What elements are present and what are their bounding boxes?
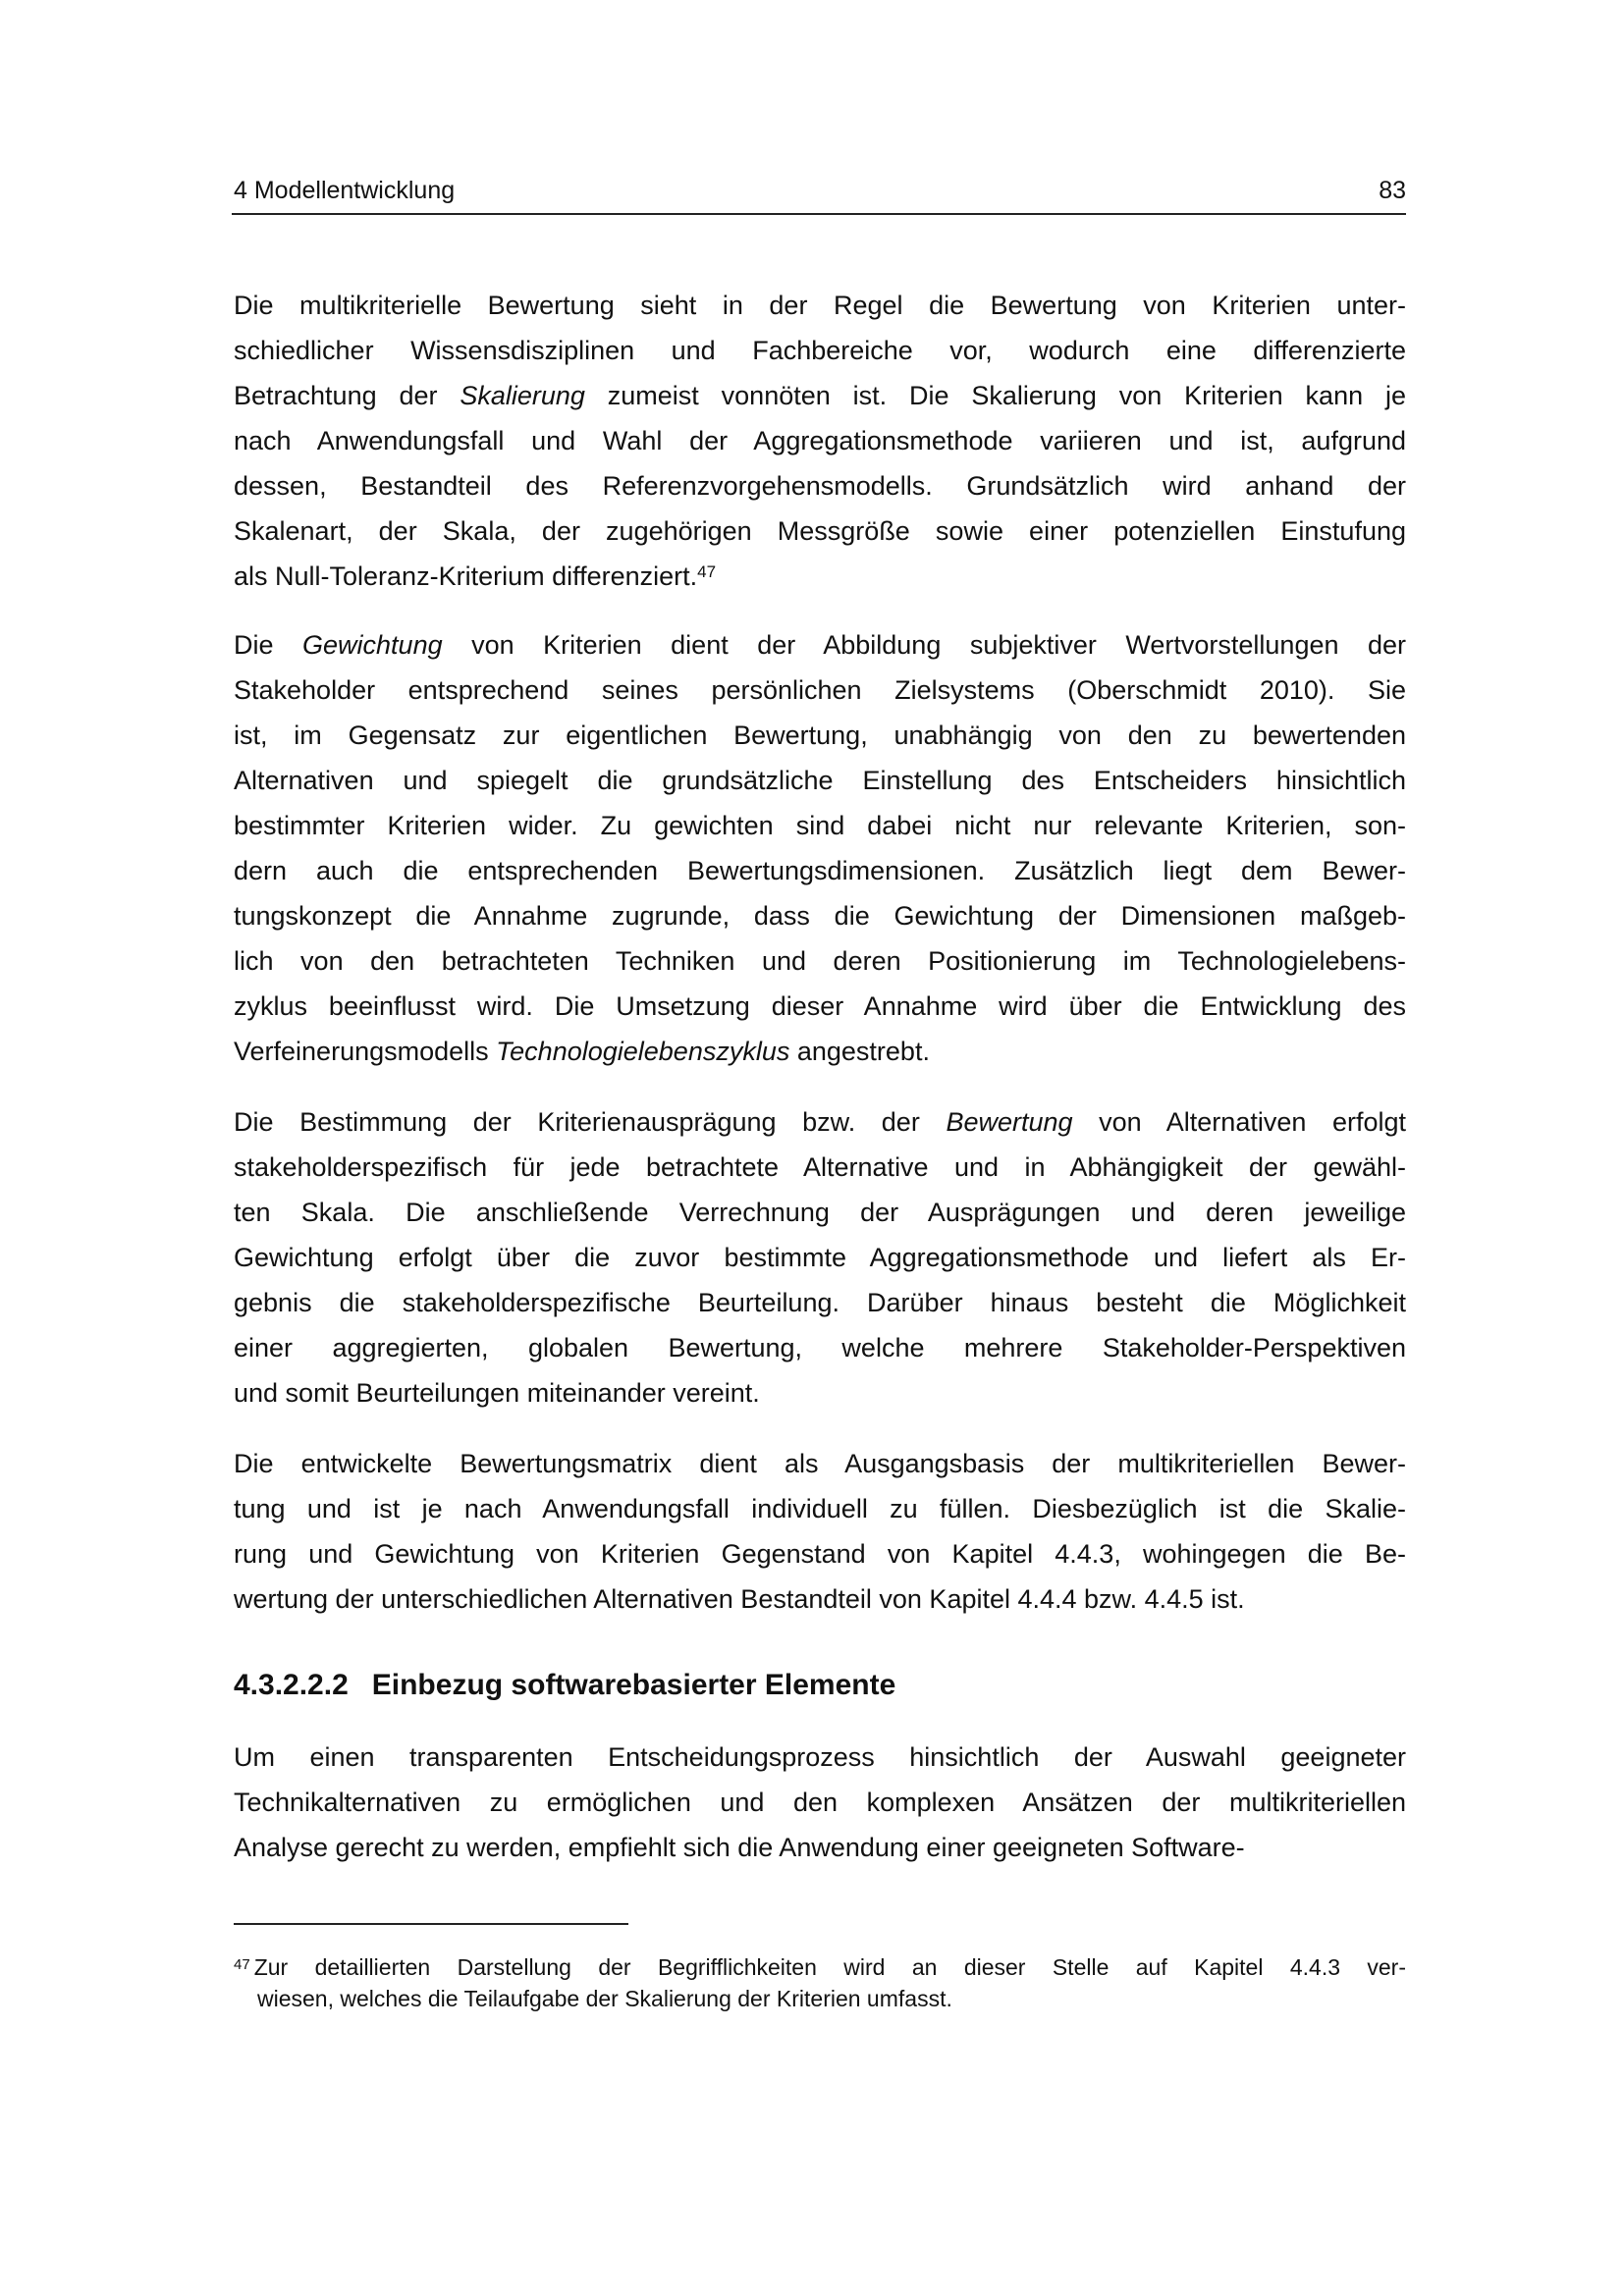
text-line: [234, 893, 1406, 938]
text-line: [234, 1235, 1406, 1280]
section-number: 4.3.2.2.2: [234, 1669, 349, 1701]
running-header-chapter: 4 Modellentwicklung: [234, 177, 456, 204]
text-segment: Analyse gerecht zu werden, empfiehlt sich die Anwendung einer geeigneten Software-: [234, 1833, 1245, 1862]
text-line: [234, 508, 1406, 554]
text-segment: Gewichtung erfolgt über die zuvor bestimmte Aggregationsmethode und liefert als Er-: [234, 1243, 1406, 1272]
emphasized-term: Gewichtung: [302, 630, 443, 660]
text-segment: von Alternativen erfolgt: [1072, 1107, 1406, 1137]
text-line: [234, 758, 1406, 803]
text-line: [234, 1825, 1406, 1870]
text-segment: Um einen transparenten Entscheidungsprozess hinsichtlich der Auswahl geeigneter: [234, 1742, 1406, 1772]
text-segment: wertung der unterschiedlichen Alternativen Bestandteil von Kapitel 4.4.4 bzw. 4.4.5 ist.: [234, 1584, 1245, 1614]
footnote-separator: [234, 1923, 628, 1925]
text-line: [234, 418, 1406, 463]
text-line: [234, 1576, 1406, 1622]
text-line: [234, 328, 1406, 373]
emphasized-term: Skalierung: [460, 381, 585, 410]
paragraph-evaluation-matrix: [234, 1441, 1406, 1622]
text-line: [234, 1370, 1406, 1415]
footnote-text-line: wiesen, welches die Teilaufgabe der Skalierung der Kriterien umfasst.: [257, 1986, 952, 2011]
text-segment: und somit Beurteilungen miteinander vereint.: [234, 1378, 760, 1408]
text-line: [234, 1029, 1406, 1074]
text-line: [234, 713, 1406, 758]
text-segment: Verfeinerungsmodells: [234, 1037, 497, 1066]
text-line: [234, 1780, 1406, 1825]
section-title: Einbezug softwarebasierter Elemente: [371, 1669, 896, 1701]
text-line: [234, 283, 1406, 328]
paragraph-weighting: [234, 622, 1406, 1074]
text-line: [234, 848, 1406, 893]
page-number: 83: [1379, 177, 1406, 204]
text-segment: Betrachtung der: [234, 381, 460, 410]
text-line: [234, 622, 1406, 667]
text-segment: Alternativen und spiegelt die grundsätzliche Einstellung des Entscheiders hinsichtlich: [234, 766, 1406, 795]
text-line: [234, 667, 1406, 713]
footnote-reference[interactable]: 47: [697, 562, 717, 581]
text-segment: als Null-Toleranz-Kriterium differenziert.: [234, 561, 698, 591]
text-segment: zumeist vonnöten ist. Die Skalierung von Kriterien kann je: [584, 381, 1406, 410]
text-line: [234, 1531, 1406, 1576]
text-segment: dessen, Bestandteil des Referenzvorgehensmodells. Grundsätzlich wird anhand der: [234, 471, 1406, 501]
text-line: [234, 554, 1406, 599]
text-line: [234, 1735, 1406, 1780]
text-segment: Die: [234, 630, 303, 660]
text-segment: lich von den betrachteten Techniken und deren Positionierung im Technologielebens-: [234, 946, 1406, 976]
paragraph-software: [234, 1735, 1406, 1870]
footnote-marker: 47: [234, 1956, 250, 1973]
text-segment: schiedlicher Wissensdisziplinen und Fachbereiche vor, wodurch eine differenzierte: [234, 336, 1406, 365]
text-line: [234, 803, 1406, 848]
text-segment: bestimmter Kriterien wider. Zu gewichten sind dabei nicht nur relevante Kriterien, son-: [234, 811, 1406, 840]
emphasized-term: Technologielebenszyklus: [496, 1037, 790, 1066]
footnote-47: [234, 1951, 1406, 2014]
text-segment: Stakeholder entsprechend seines persönlichen Zielsystems (Oberschmidt 2010). Sie: [234, 675, 1406, 705]
text-line: [234, 938, 1406, 984]
text-segment: von Kriterien dient der Abbildung subjektiver Wertvorstellungen der: [442, 630, 1406, 660]
text-line: [234, 984, 1406, 1029]
text-segment: ist, im Gegensatz zur eigentlichen Bewertung, unabhängig von den zu bewertenden: [234, 721, 1406, 750]
paragraph-evaluation: [234, 1099, 1406, 1415]
text-segment: Die multikriterielle Bewertung sieht in der Regel die Bewertung von Kriterien unter-: [234, 291, 1406, 320]
text-segment: stakeholderspezifisch für jede betrachtete Alternative und in Abhängigkeit der gewähl-: [234, 1152, 1406, 1182]
text-line: [234, 1441, 1406, 1486]
text-segment: ten Skala. Die anschließende Verrechnung der Ausprägungen und deren jeweilige: [234, 1198, 1406, 1227]
text-segment: zyklus beeinflusst wird. Die Umsetzung dieser Annahme wird über die Entwicklung des: [234, 991, 1406, 1021]
text-segment: angestrebt.: [789, 1037, 930, 1066]
text-segment: einer aggregierten, globalen Bewertung, welche mehrere Stakeholder-Perspektiven: [234, 1333, 1406, 1362]
emphasized-term: Bewertung: [946, 1107, 1073, 1137]
text-line: [234, 1145, 1406, 1190]
text-line: [234, 1190, 1406, 1235]
section-heading: [234, 1669, 895, 1702]
text-segment: Technikalternativen zu ermöglichen und den komplexen Ansätzen der multikriteriellen: [234, 1788, 1406, 1817]
text-segment: dern auch die entsprechenden Bewertungsdimensionen. Zusätzlich liegt dem Bewer-: [234, 856, 1406, 885]
text-line: [234, 1280, 1406, 1325]
text-segment: rung und Gewichtung von Kriterien Gegenstand von Kapitel 4.4.3, wohingegen die Be-: [234, 1539, 1406, 1569]
text-segment: Die entwickelte Bewertungsmatrix dient als Ausgangsbasis der multikriteriellen Bewer-: [234, 1449, 1406, 1478]
text-segment: tungskonzept die Annahme zugrunde, dass die Gewichtung der Dimensionen maßgeb-: [234, 901, 1406, 931]
paragraph-scaling: [234, 283, 1406, 599]
text-line: [234, 1486, 1406, 1531]
header-rule: [232, 213, 1406, 215]
text-segment: Die Bestimmung der Kriterienausprägung bzw. der: [234, 1107, 947, 1137]
text-line: [234, 1099, 1406, 1145]
text-line: [234, 373, 1406, 418]
footnote-text-line: Zur detaillierten Darstellung der Begrifflichkeiten wird an dieser Stelle auf Kapitel 4.4.3 ver-: [253, 1954, 1406, 1980]
text-line: [234, 463, 1406, 508]
text-segment: gebnis die stakeholderspezifische Beurteilung. Darüber hinaus besteht die Möglichkeit: [234, 1288, 1406, 1317]
text-segment: tung und ist je nach Anwendungsfall individuell zu füllen. Diesbezüglich ist die Skalie-: [234, 1494, 1406, 1523]
text-segment: nach Anwendungsfall und Wahl der Aggregationsmethode variieren und ist, aufgrund: [234, 426, 1406, 455]
text-line: [234, 1325, 1406, 1370]
text-segment: Skalenart, der Skala, der zugehörigen Messgröße sowie einer potenziellen Einstufung: [234, 516, 1406, 546]
